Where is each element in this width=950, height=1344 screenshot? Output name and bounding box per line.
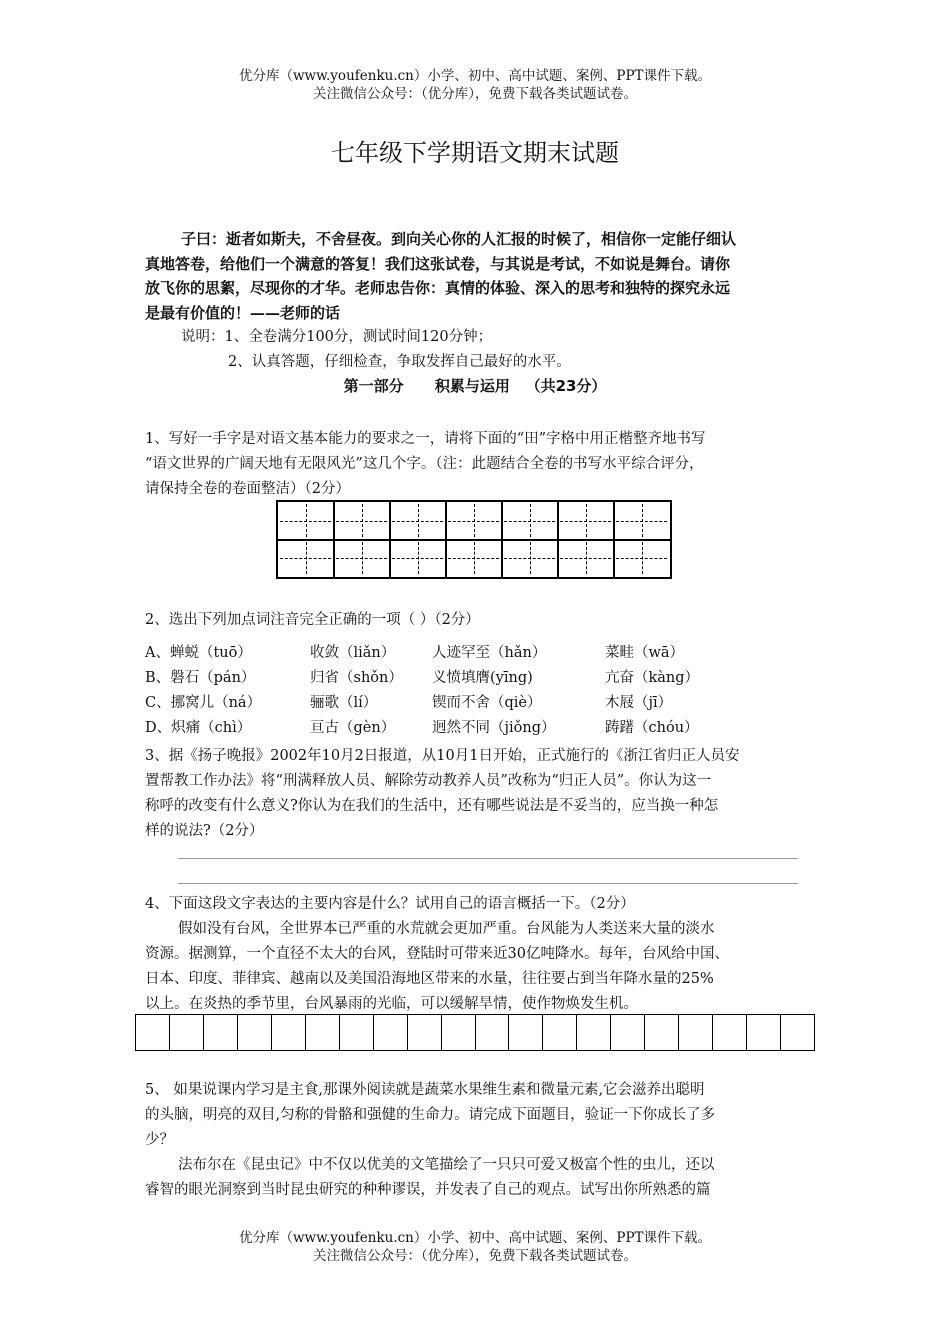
answer-box[interactable] — [136, 1015, 170, 1050]
q2-option-2-3: 木屐（jī） — [605, 695, 673, 711]
answer-box[interactable] — [645, 1015, 679, 1050]
answer-box[interactable] — [340, 1015, 374, 1050]
q2-option-1-3: 亢奋（kàng） — [605, 670, 700, 686]
grid-dash-vertical — [586, 542, 587, 575]
page-title: 七年级下学期语文期末试题 — [331, 139, 619, 167]
answer-box[interactable] — [747, 1015, 781, 1050]
answer-box-row[interactable] — [135, 1014, 815, 1051]
q2-option-3-1: 亘古（gèn） — [310, 720, 396, 736]
q5-line-2: 的头脑，明亮的双目,匀称的骨骼和强健的生命力。请完成下面题目，验证一下你成长了多 — [145, 1107, 716, 1123]
answer-box[interactable] — [204, 1015, 238, 1050]
answer-line-1[interactable] — [178, 858, 798, 859]
answer-line-2[interactable] — [178, 883, 798, 884]
grid-dash-vertical — [418, 504, 419, 537]
q4-para-1: 假如没有台风，全世界本已严重的水荒就会更加严重。台风能为人类送来大量的淡水 — [178, 921, 715, 937]
grid-dash-vertical — [642, 504, 643, 537]
q1-line-1: 1、写好一手字是对语文基本能力的要求之一，请将下面的“田”字格中用正楷整齐地书写 — [145, 431, 706, 447]
answer-box[interactable] — [509, 1015, 543, 1050]
q5-line-3: 少？ — [145, 1132, 174, 1148]
grid-row-line — [278, 539, 670, 541]
answer-box[interactable] — [611, 1015, 645, 1050]
q4-para-2: 资源。据测算，一个直径不太大的台风，登陆时可带来近30亿吨降水。每年，台风给中国、 — [145, 946, 729, 962]
intro-paragraph — [145, 227, 810, 325]
answer-box[interactable] — [170, 1015, 204, 1050]
intro-line-2: 真地答卷，给他们一个满意的答复！我们这张试卷，与其说是考试，不如说是舞台。请你 — [145, 254, 731, 273]
answer-box[interactable] — [374, 1015, 408, 1050]
answer-box[interactable] — [781, 1015, 814, 1050]
grid-dash-vertical — [306, 542, 307, 575]
q5-para-2: 睿智的眼光洞察到当时昆虫研究的种种谬误，并发表了自己的观点。试写出你所熟悉的篇 — [145, 1182, 711, 1198]
grid-dash-vertical — [530, 504, 531, 537]
q3-line-3: 称呼的改变有什么意义?你认为在我们的生活中，还有哪些说法是不妥当的，应当换一种怎 — [145, 798, 719, 814]
tian-grid[interactable] — [276, 500, 672, 579]
q1-line-2: “语文世界的广阔天地有无限风光”这几个字。（注：此题结合全卷的书写水平综合评分， — [145, 456, 704, 472]
section-heading: 第一部分 积累与运用 （共23分） — [343, 377, 607, 395]
grid-dash-vertical — [642, 542, 643, 575]
answer-box[interactable] — [476, 1015, 510, 1050]
q3-line-2: 置帮教工作办法》将“刑满释放人员、解除劳动教养人员”改称为“归正人员”。你认为这一 — [145, 773, 712, 789]
answer-box[interactable] — [442, 1015, 476, 1050]
grid-dash-vertical — [474, 504, 475, 537]
header-line-2: 关注微信公众号：（优分库），免费下载各类试题试卷。 — [313, 86, 637, 102]
grid-dash-vertical — [530, 542, 531, 575]
grid-dash-vertical — [362, 504, 363, 537]
intro-line-3: 放飞你的思絮，尽现你的才华。老师忠告你：真情的体验、深入的思考和独特的探究永远 — [145, 279, 731, 297]
q2-option-3-0: D、炽痛（chì） — [145, 720, 252, 736]
q2-option-2-1: 骊歌（lí） — [310, 695, 378, 711]
q2-option-1-1: 归省（shǒn） — [310, 670, 403, 686]
answer-box[interactable] — [408, 1015, 442, 1050]
q2-option-2-2: 锲而不舍（qiè） — [432, 695, 542, 711]
grid-dash-vertical — [586, 504, 587, 537]
footer-line-2: 关注微信公众号：（优分库），免费下载各类试题试卷。 — [313, 1248, 637, 1264]
q2-option-3-3: 踌躇（chóu） — [605, 720, 699, 736]
q4-para-3: 日本、印度、菲律宾、越南以及美国沿海地区带来的水量，往往要占到当年降水量的25% — [145, 971, 714, 987]
answer-box[interactable] — [543, 1015, 577, 1050]
grid-dash-vertical — [418, 542, 419, 575]
q1-line-3: 请保持全卷的卷面整洁）（2分） — [145, 481, 350, 497]
q2-option-1-0: B、磐石（pán） — [145, 670, 256, 686]
q2-option-0-2: 人迹罕至（hǎn） — [432, 645, 547, 661]
footer-line-1: 优分库（www.youfenku.cn）小学、初中、高中试题、案例、PPT课件下载。 — [238, 1230, 712, 1246]
grid-dash-vertical — [306, 504, 307, 537]
q5-para-1: 法布尔在《昆虫记》中不仅以优美的文笔描绘了一只只可爱又极富个性的虫儿，还以 — [178, 1157, 715, 1173]
answer-box[interactable] — [679, 1015, 713, 1050]
q2-stem: 2、选出下列加点词注音完全正确的一项（ ）（2分） — [145, 612, 480, 628]
answer-box[interactable] — [577, 1015, 611, 1050]
answer-box[interactable] — [306, 1015, 340, 1050]
grid-dash-vertical — [362, 542, 363, 575]
q2-option-0-3: 菜畦（wā） — [605, 645, 685, 661]
intro-line-4: 是最有价值的！——老师的话 — [145, 303, 341, 322]
note-2: 2、认真答题，仔细检查，争取发挥自己最好的水平。 — [228, 354, 571, 370]
q2-option-2-0: C、挪窝儿（ná） — [145, 695, 262, 711]
intro-line-1: 子曰：逝者如斯夫，不舍昼夜。到向关心你的人汇报的时候了，相信你一定能仔细认 — [181, 230, 737, 248]
q4-stem: 4、下面这段文字表达的主要内容是什么？试用自己的语言概括一下。（2分） — [145, 896, 635, 912]
answer-box[interactable] — [238, 1015, 272, 1050]
q3-line-1: 3、据《扬子晚报》2002年10月2日报道，从10月1日开始，正式施行的《浙江省归正人员安 — [145, 748, 740, 764]
q3-line-4: 样的说法?（2分） — [145, 823, 264, 839]
grid-dash-vertical — [474, 542, 475, 575]
answer-box[interactable] — [713, 1015, 747, 1050]
q5-line-1: 5、 如果说课内学习是主食,那课外阅读就是蔬菜水果维生素和微量元素,它会滋养出聪明 — [145, 1082, 705, 1098]
q4-para-4: 以上。在炎热的季节里，台风暴雨的光临，可以缓解旱情，使作物焕发生机。 — [145, 996, 638, 1012]
q2-option-0-0: A、蝉蜕（tuō） — [145, 645, 252, 661]
q2-option-1-2: 义愤填膺(yīng) — [432, 670, 533, 686]
header-line-1: 优分库（www.youfenku.cn）小学、初中、高中试题、案例、PPT课件下载。 — [238, 68, 712, 84]
q2-option-0-1: 收敛（liǎn） — [310, 645, 396, 661]
note-1: 说明：1、全卷满分100分，测试时间120分钟； — [181, 329, 493, 345]
q2-option-3-2: 迥然不同（jiǒng） — [432, 720, 556, 736]
answer-box[interactable] — [272, 1015, 306, 1050]
